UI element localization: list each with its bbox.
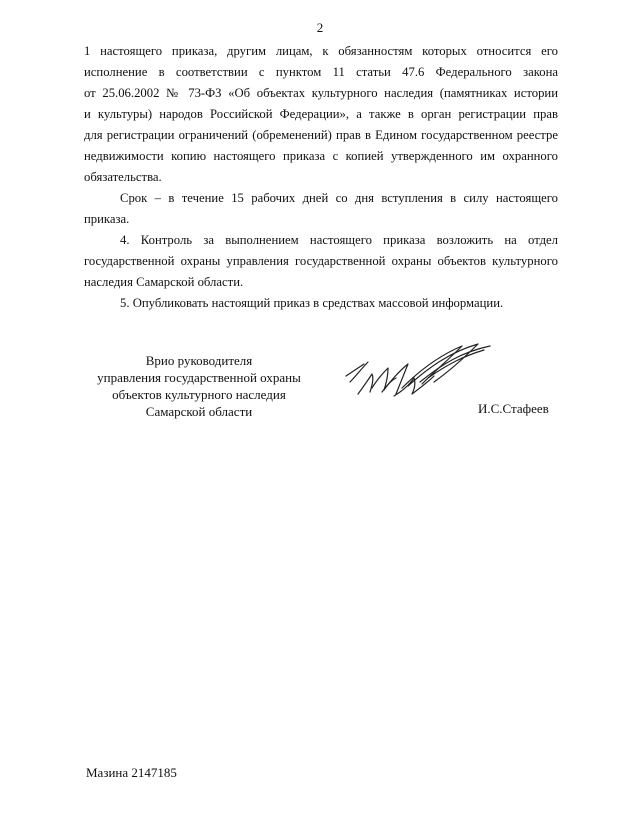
body-line: исполнение в соответствии с пунктом 11 статьи 47.6 Федерального закона <box>84 65 558 79</box>
body-line: приказа. <box>84 212 130 226</box>
document-body <box>84 41 558 314</box>
signer-name: И.С.Стафеев <box>478 401 549 416</box>
body-line: и культуры) народов Российской Федерации», а также в орган регистрации прав <box>84 107 558 121</box>
signer-position-line: Самарской области <box>145 404 253 419</box>
signer-position <box>86 352 312 420</box>
page-number: 2 <box>316 20 324 35</box>
body-line: от 25.06.2002 № 73-ФЗ «Об объектах культурного наследия (памятниках истории <box>84 86 558 100</box>
executor-note: Мазина 2147185 <box>86 765 177 780</box>
body-line: наследия Самарской области. <box>84 275 244 289</box>
body-line: 4. Контроль за выполнением настоящего приказа возложить на отдел <box>120 233 558 247</box>
signer-position-line: Врио руководителя <box>145 353 253 368</box>
body-line: для регистрации ограничений (обременений) прав в Едином государственном реестре <box>84 128 558 142</box>
body-line: обязательства. <box>84 170 162 184</box>
body-line: 1 настоящего приказа, другим лицам, к обязанностям которых относится его <box>84 44 558 58</box>
handwritten-signature <box>338 338 498 410</box>
body-line: 5. Опубликовать настоящий приказ в средствах массовой информации. <box>120 296 504 310</box>
signer-position-line: управления государственной охраны <box>97 370 301 385</box>
body-line: недвижимости копию настоящего приказа с копией утвержденного им охранного <box>84 149 558 163</box>
body-line: Срок – в течение 15 рабочих дней со дня вступления в силу настоящего <box>120 191 558 205</box>
signer-position-line: объектов культурного наследия <box>112 387 286 402</box>
body-line: государственной охраны управления государственной охраны объектов культурного <box>84 254 558 268</box>
